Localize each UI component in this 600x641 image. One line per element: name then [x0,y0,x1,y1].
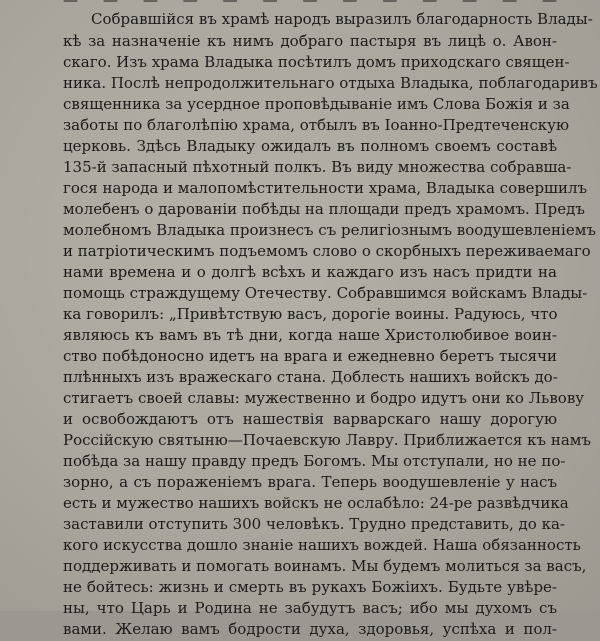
text-line-16: являюсь къ вамъ въ тѣ дни, когда наше Христолюбивое воин- [63,326,557,344]
text-line-12: и патріотическимъ подъемомъ слово о скорбныхъ переживаемаго [63,242,591,260]
text-line-17: ство побѣдоносно идетъ на врага и ежедневно беретъ тысячи [63,347,557,365]
text-line-5: священника за усердное проповѣдываніе имъ Слова Божія и за [63,95,570,113]
text-line-1: Собравшійся въ храмѣ народъ выразилъ благодарность Влады- [91,10,593,28]
text-line-15: ка говорилъ: „Привѣтствую васъ, дорогіе воины. Радуюсь, что [63,305,558,323]
text-line-30: вами. Желаю вамъ бодрости духа, здоровья, успѣха и пол- [63,620,557,638]
text-line-19: стигаетъ своей славы: мужественно и бодро идутъ они ко Львову [63,389,585,407]
text-line-7: церковь. Здѣсь Владыку ожидалъ въ полномъ своемъ составѣ [63,137,557,155]
text-line-11: молебномъ Владыка произнесъ съ религіознымъ воодушевленіемъ [63,221,596,239]
text-line-18: плѣнныхъ изъ вражескаго стана. Доблесть нашихъ войскъ до- [63,368,558,386]
text-line-13: нами времена и о долгѣ всѣхъ и каждаго изъ насъ придти на [63,263,557,281]
text-line-14: помощь страждущему Отечеству. Собравшимся войскамъ Влады- [63,284,588,302]
text-line-10: молебенъ о дарованіи побѣды на площади предъ храмомъ. Предъ [63,200,585,218]
text-line-6: заботы по благолѣпію храма, отбылъ въ Іоанно-Предтеченскую [63,116,570,134]
text-line-2: кѣ за назначеніе къ нимъ добраго пастыря въ лицѣ о. Авон- [63,32,557,50]
text-line-8: 135-й запасный пѣхотный полкъ. Въ виду множества собравша- [63,158,572,176]
text-line-3: скаго. Изъ храма Владыка посѣтилъ домъ приходскаго священ- [63,53,570,71]
text-line-23: зорно, а съ пораженіемъ врага. Теперь воодушевленіе у насъ [63,473,557,491]
text-line-21: Россійскую святыню—Почаевскую Лавру. Приближается къ намъ [63,431,591,449]
text-line-25: заставили отступить 300 человѣкъ. Трудно представить, до ка- [63,515,565,533]
text-line-24: есть и мужество нашихъ войскъ не ослабѣло: 24-ре развѣдчика [63,494,569,512]
text-line-20: и освобождаютъ отъ нашествія варварскаго нашу дорогую [63,410,557,428]
text-line-28: не бойтесь: жизнь и смерть въ рукахъ Божіихъ. Будьте увѣре- [63,578,557,596]
text-line-4: ника. Послѣ непродолжительнаго отдыха Владыка, поблагодаривъ [63,74,598,92]
text-line-22: побѣда за нашу правду предъ Богомъ. Мы отступали, но не по- [63,452,566,470]
text-line-9: гося народа и малопомѣстительности храма, Владыка совершилъ [63,179,588,197]
text-line-26: кого искусства дошло знаніе нашихъ вождей. Наша обязанность [63,536,581,554]
text-line-cut: — — — — — — — — — — — — — [63,0,557,9]
text-line-29: ны, что Царь и Родина не забудутъ васъ; ибо мы духомъ съ [63,599,557,617]
text-line-27: поддерживать и помогать воинамъ. Мы будемъ молиться за васъ, [63,557,587,575]
